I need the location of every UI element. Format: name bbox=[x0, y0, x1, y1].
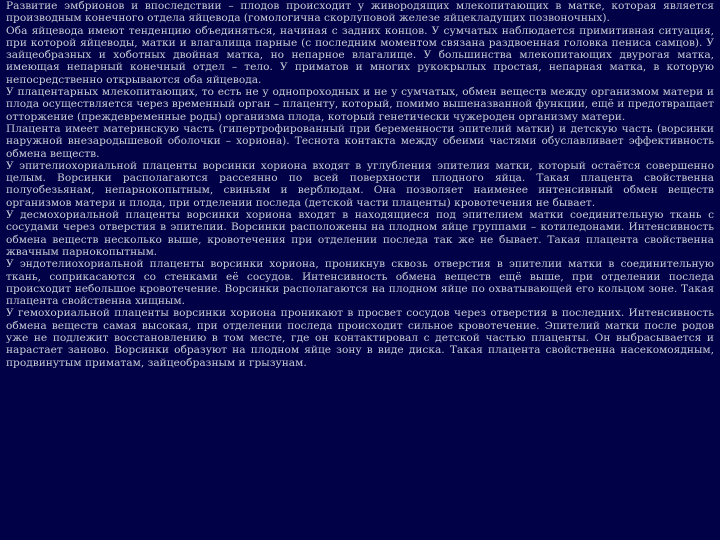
paragraph-placenta-parts: Плацента имеет материнскую часть (гипертрофированный при беременности эпителий матки) и детскую часть (ворсинки наружной внезародышевой оболочки – хориона). Теснота контакта между обеими частями обуславливает эффективность обмена веществ. bbox=[6, 122, 714, 160]
paragraph-epitheliochorial: У эпителиохориальной плаценты ворсинки хориона входят в углубления эпителия матки, который остаётся совершенно целым. Ворсинки располагаются рассеянно по всей поверхности плодного яйца. Такая плацента свойственна полуобезьянам, непарнокопытным, свиньям и верблюдам. Она позволяет наименее интенсивный обмен веществ организмов матери и плода, при отделении последа (детской части плаценты) кровотечения не бывает. bbox=[6, 159, 714, 209]
paragraph-hemochorial: У гемохориальной плаценты ворсинки хориона проникают в просвет сосудов через отверстия в последних. Интенсивность обмена веществ самая высокая, при отделении последа происходит сильное кровотечение. Эпителий матки после родов уже не подлежит восстановлению в том месте, где он контактировал с детской частью плаценты. Он выбрасывается и нарастает заново. Ворсинки образуют на плодном яйце зону в виде диска. Такая плацента свойственна насекомоядным, продвинутым приматам, зайцеобразным и грызунам. bbox=[6, 307, 714, 369]
paragraph-desmochorial: У десмохориальной плаценты ворсинки хориона входят в находящиеся под эпителием матки соединительную ткань с сосудами через отверстия в эпителии. Ворсинки расположены на плодном яйце группами – котиледонами. Интенсивность обмена веществ несколько выше, кровотечения при отделении последа так же не бывает. Такая плацента свойственна жвачным парнокопытным. bbox=[6, 209, 714, 258]
paragraph-placenta-function: У плацентарных млекопитающих, то есть не у однопроходных и не у сумчатых, обмен веществ между организмом матери и плода осуществляется через временный орган – плаценту, который, помимо вышеназванной функции, ещё и предотвращает отторжение (преждевременные роды) организма плода, который генетически чужероден организму матери. bbox=[6, 86, 714, 123]
body-text bbox=[6, 0, 714, 369]
paragraph-oviduct-fusion: Оба яйцевода имеют тенденцию объединяться, начиная с задних концов. У сумчатых наблюдается примитивная ситуация, при которой яйцеводы, матки и влагалища парные (с последним моментом связана раздвоенная головка пениса самцов). У зайцеобразных и хоботных двойная матка, но непарное влагалище. У большинства млекопитающих двурогая матка, имеющая непарный конечный отдел – тело. У приматов и многих рукокрылых простая, непарная матка, в которую непосредственно открываются оба яйцевода. bbox=[6, 24, 714, 86]
paragraph-uterus-origin: Развитие эмбрионов и впоследствии – плодов происходит у живородящих млекопитающих в матке, которая является производным конечного отдела яйцевода (гомологична скорлуповой железе яйцекладущих позвоночных). bbox=[6, 0, 714, 25]
paragraph-endotheliochorial: У эндотелиохориальной плаценты ворсинки хориона, проникнув сквозь отверстия в эпителии матки в соединительную ткань, соприкасаются со стенками её сосудов. Интенсивность обмена веществ ещё выше, при отделении последа происходит небольшое кровотечение. Ворсинки располагаются на плодном яйце по охватывающей его кольцом зоне. Такая плацента свойственна хищным. bbox=[6, 258, 714, 308]
